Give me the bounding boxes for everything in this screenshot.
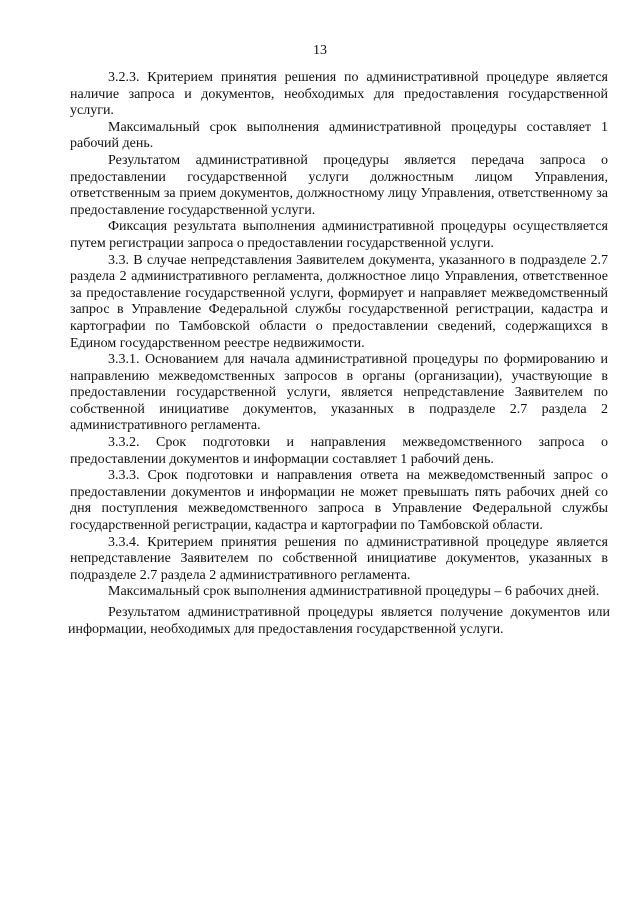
page-number: 13	[313, 43, 327, 58]
paragraph-max-term-6: Максимальный срок выполнения административной процедуры – 6 рабочих дней.	[108, 584, 600, 600]
paragraph-3-3-2: 3.3.2. Срок подготовки и направления межведомственного запроса о предоставлении документов и информации составляет 1 рабочий день.	[70, 435, 608, 467]
paragraph-3-3-3: 3.3.3. Срок подготовки и направления ответа на межведомственный запрос о предоставлении документов и информации не может превышать пять рабочих дней со дня поступления межведомственного запроса в Управление Федеральной службы государственной регистрации, кадастра и картографии по Тамбовской области.	[70, 468, 608, 534]
paragraph-result-2: Результатом административной процедуры является получение документов или информации, необходимых для предоставления государственной услуги.	[68, 605, 610, 637]
paragraph-3-3-4: 3.3.4. Критерием принятия решения по административной процедуре является непредставление Заявителем по собственной инициативе документов, указанных в подразделе 2.7 раздела 2 административного регламента.	[70, 534, 608, 583]
paragraph-fixation: Фиксация результата выполнения административной процедуры осуществляется путем регистрации запроса о предоставлении государственной услуги.	[70, 219, 608, 251]
paragraph-3-2-3: 3.2.3. Критерием принятия решения по административной процедуре является наличие запроса и документов, необходимых для предоставления государственной услуги.	[70, 70, 608, 119]
paragraph-max-term-1: Максимальный срок выполнения административной процедуры составляет 1 рабочий день.	[70, 119, 608, 152]
paragraph-3-3-1: 3.3.1. Основанием для начала административной процедуры по формированию и направлению межведомственных запросов в органы (организации), участвующие в предоставлении государственной услуги, является непредставление Заявителем по собственной инициативе документов, указанных в подразделе 2.7 раздела 2 административного регламента.	[70, 352, 608, 434]
paragraph-3-3: 3.3. В случае непредставления Заявителем документа, указанного в подразделе 2.7 раздела 2 административного регламента, должностное лицо Управления, ответственное за предоставление государственной услуги, формирует и направляет межведомственный запрос в Управление Федеральной службы государственной регистрации, кадастра и картографии по Тамбовской области о предоставлении сведений, содержащихся в Едином государственном реестре недвижимости.	[70, 252, 608, 351]
paragraph-result-1: Результатом административной процедуры является передача запроса о предоставлении государственной услуги должностным лицом Управления, ответственным за прием документов, должностному лицу Управления, ответственному за предоставление государственной услуги.	[70, 152, 608, 218]
document-body	[70, 70, 608, 638]
